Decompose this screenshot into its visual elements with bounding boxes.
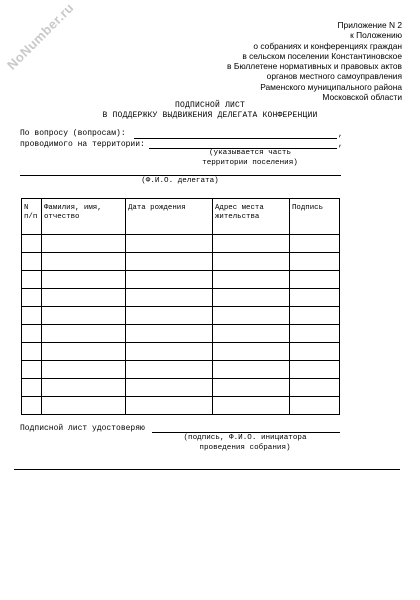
form-title-block (20, 101, 400, 121)
col-header-full-name: Фамилия, имя, отчество (42, 199, 126, 235)
table-row (22, 343, 340, 361)
table-cell[interactable] (126, 361, 213, 379)
table-cell[interactable] (290, 307, 340, 325)
col-header-address: Адрес места жительства (213, 199, 290, 235)
appendix-line: к Положению (350, 30, 402, 41)
territory-hint (190, 149, 310, 168)
bottom-rule (14, 469, 400, 470)
col-header-number: N п/п (22, 199, 42, 235)
table-cell[interactable] (126, 289, 213, 307)
delegate-fill-line[interactable] (20, 175, 341, 176)
table-cell[interactable] (213, 325, 290, 343)
form-title: ПОДПИСНОЙ ЛИСТ (174, 101, 245, 110)
table-cell[interactable] (213, 379, 290, 397)
table-cell[interactable] (22, 289, 42, 307)
table-header-row (22, 199, 340, 235)
watermark: NoNumber.ru (4, 0, 77, 73)
table-cell[interactable] (22, 235, 42, 253)
appendix-line: Московской области (322, 92, 402, 103)
table-cell[interactable] (42, 235, 126, 253)
table-cell[interactable] (213, 343, 290, 361)
table-row (22, 325, 340, 343)
certification-hint (165, 434, 325, 453)
table-cell[interactable] (42, 307, 126, 325)
table-cell[interactable] (290, 253, 340, 271)
certification-hint-line: (подпись, Ф.И.О. инициатора (183, 434, 307, 442)
table-cell[interactable] (213, 271, 290, 289)
territory-comma: , (338, 140, 343, 149)
table-cell[interactable] (42, 271, 126, 289)
table-row (22, 289, 340, 307)
territory-hint-line: (указывается часть (208, 149, 292, 157)
appendix-header (172, 20, 402, 102)
table-cell[interactable] (213, 397, 290, 415)
form-subtitle: В ПОДДЕРЖКУ ВЫДВИЖЕНИЯ ДЕЛЕГАТА КОНФЕРЕНЦИИ (102, 111, 318, 120)
table-row (22, 253, 340, 271)
table-row (22, 397, 340, 415)
table-cell[interactable] (42, 343, 126, 361)
territory-label: проводимого на территории: (20, 140, 145, 149)
table-row (22, 379, 340, 397)
table-row (22, 361, 340, 379)
table-cell[interactable] (22, 361, 42, 379)
table-cell[interactable] (290, 235, 340, 253)
table-cell[interactable] (126, 235, 213, 253)
table-row (22, 271, 340, 289)
table-cell[interactable] (126, 397, 213, 415)
certification-fill-line[interactable] (152, 432, 340, 433)
table-cell[interactable] (22, 307, 42, 325)
table-cell[interactable] (126, 253, 213, 271)
appendix-line: о собраниях и конференциях граждан (253, 40, 402, 51)
certification-hint-line: проведения собрания) (199, 443, 291, 452)
question-comma: , (338, 130, 343, 139)
table-cell[interactable] (290, 289, 340, 307)
col-header-birth-date: Дата рождения (126, 199, 213, 235)
table-cell[interactable] (42, 361, 126, 379)
question-fill-line[interactable] (134, 138, 337, 139)
signature-table (21, 198, 340, 415)
table-cell[interactable] (213, 235, 290, 253)
appendix-line: органов местного самоуправления (266, 71, 402, 82)
table-cell[interactable] (213, 307, 290, 325)
table-row (22, 307, 340, 325)
table-cell[interactable] (22, 379, 42, 397)
table-cell[interactable] (126, 271, 213, 289)
table-cell[interactable] (42, 253, 126, 271)
table-cell[interactable] (213, 253, 290, 271)
table-cell[interactable] (42, 397, 126, 415)
table-cell[interactable] (290, 379, 340, 397)
table-cell[interactable] (42, 379, 126, 397)
table-cell[interactable] (22, 343, 42, 361)
table-cell[interactable] (126, 325, 213, 343)
table-cell[interactable] (290, 361, 340, 379)
table-cell[interactable] (126, 379, 213, 397)
table-cell[interactable] (22, 271, 42, 289)
table-cell[interactable] (290, 325, 340, 343)
table-cell[interactable] (22, 325, 42, 343)
appendix-line: Раменского муниципального района (260, 81, 402, 92)
question-label: По вопросу (вопросам): (20, 129, 126, 138)
table-row (22, 235, 340, 253)
table-cell[interactable] (42, 325, 126, 343)
table-cell[interactable] (42, 289, 126, 307)
table-cell[interactable] (22, 253, 42, 271)
table-cell[interactable] (290, 271, 340, 289)
table-cell[interactable] (126, 307, 213, 325)
appendix-line: в сельском поселении Константиновское (242, 50, 402, 61)
table-cell[interactable] (126, 343, 213, 361)
table-cell[interactable] (213, 361, 290, 379)
table-cell[interactable] (213, 289, 290, 307)
table-cell[interactable] (22, 397, 42, 415)
col-header-signature: Подпись (290, 199, 340, 235)
delegate-hint: (Ф.И.О. делегата) (141, 177, 219, 185)
appendix-line: в Бюллетене нормативных и правовых актов (227, 61, 402, 72)
table-cell[interactable] (290, 397, 340, 415)
table-cell[interactable] (290, 343, 340, 361)
territory-hint-line: территории поселения) (202, 158, 298, 167)
appendix-line: Приложение N 2 (337, 20, 402, 30)
certification-label: Подписной лист удостоверяю (20, 424, 145, 433)
